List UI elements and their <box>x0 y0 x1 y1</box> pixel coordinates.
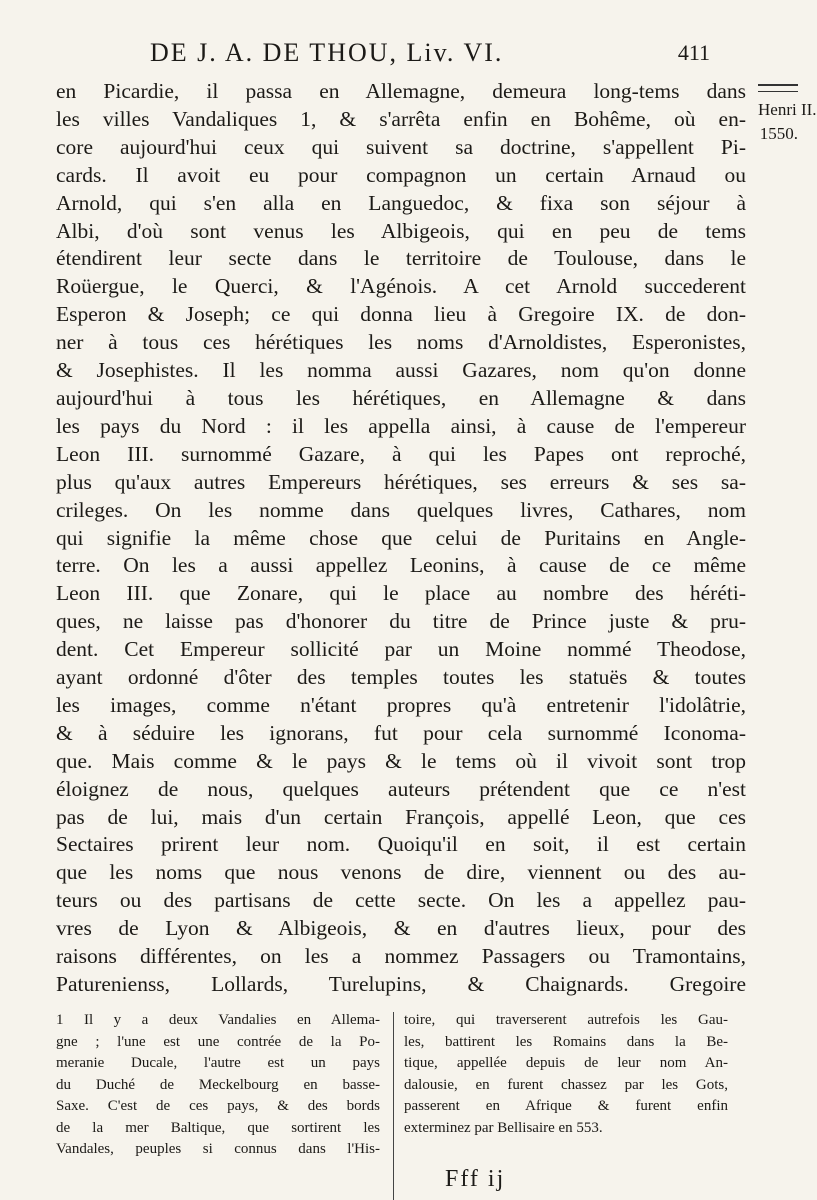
footnote-column-left <box>56 1010 380 1161</box>
text-line: & Josephistes. Il les nomma aussi Gazares, nom qu'on donne <box>56 358 746 383</box>
text-line: les pays du Nord : il les appella ainsi, à cause de l'empereur <box>56 413 746 438</box>
text-line: Sectaires prirent leur nom. Quoiqu'il en soit, il est certain <box>56 832 746 857</box>
text-line: pas de lui, mais d'un certain François, appellé Leon, que ces <box>56 804 746 829</box>
margin-note <box>758 84 817 146</box>
footnote-line: Vandales, peuples si connus dans l'His- <box>56 1141 380 1157</box>
text-line: dent. Cet Empereur sollicité par un Moine nommé Theodose, <box>56 637 746 662</box>
text-line: étendirent leur secte dans le territoire de Toulouse, dans le <box>56 246 746 271</box>
footnote-line: dalousie, en furent chassez par les Gots, <box>404 1076 728 1093</box>
footnote-line: meranie Ducale, l'autre est un pays <box>56 1055 380 1071</box>
text-line: ques, ne laisse pas d'honorer du titre de Prince juste & pru- <box>56 609 746 634</box>
footnote-column-right <box>404 1010 728 1139</box>
footnote-line: de la mer Baltique, que sortirent les <box>56 1119 380 1136</box>
text-line: crileges. On les nomme dans quelques livres, Cathares, nom <box>56 497 746 522</box>
text-line: core aujourd'hui ceux qui suivent sa doctrine, s'appellent Pi- <box>56 134 746 159</box>
footnote-line: exterminez par Bellisaire en 553. <box>404 1119 603 1136</box>
margin-king: Henri II. <box>758 100 817 119</box>
footnote-line: toire, qui traverserent autrefois les Gau- <box>404 1012 728 1028</box>
footnote-line: Saxe. C'est de ces pays, & des bords <box>56 1098 380 1114</box>
margin-ornament-rule <box>758 84 798 92</box>
text-line: plus qu'aux autres Empereurs hérétiques, ses erreurs & ses sa- <box>56 469 746 494</box>
text-line: Paturenienss, Lollards, Turelupins, & Chaignards. Gregoire <box>56 972 746 996</box>
footnote-line: gne ; l'une est une contrée de la Po- <box>56 1033 380 1050</box>
footnote-line: du Duché de Meckelbourg en basse- <box>56 1076 380 1093</box>
page-number: 411 <box>677 40 710 65</box>
text-line: Esperon & Joseph; ce qui donna lieu à Gregoire IX. de don- <box>56 302 746 327</box>
footnote-line: 1 Il y a deux Vandalies en Allema- <box>56 1012 380 1028</box>
text-line: & à séduire les ignorans, fut pour cela surnommé Iconoma- <box>56 720 746 745</box>
page-header <box>150 38 710 68</box>
margin-year: 1550. <box>759 124 798 143</box>
text-line: Arnold, qui s'en alla en Languedoc, & fixa son séjour à <box>56 190 746 215</box>
text-line: les images, comme n'étant propres qu'à entretenir l'idolâtrie, <box>56 692 746 717</box>
footnote-line: les, battirent les Romains dans la Be- <box>404 1033 728 1050</box>
text-line: cards. Il avoit eu pour compagnon un certain Arnaud ou <box>56 162 746 187</box>
text-line: Roüergue, le Querci, & l'Agénois. A cet Arnold succederent <box>56 274 746 299</box>
text-line: Albi, d'où sont venus les Albigeois, qui en peu de tems <box>56 218 746 243</box>
text-line: vres de Lyon & Albigeois, & en d'autres lieux, pour des <box>56 916 746 941</box>
body-text <box>56 78 746 999</box>
signature-mark: Fff ij <box>445 1166 506 1192</box>
footnote-line: tique, appellée depuis de leur nom An- <box>404 1055 728 1071</box>
text-line: aujourd'hui à tous les hérétiques, en Allemagne & dans <box>56 385 746 410</box>
running-head: DE J. A. DE THOU, Liv. VI. <box>150 38 504 67</box>
text-line: teurs ou des partisans de cette secte. On les a appellez pau- <box>56 888 746 913</box>
text-line: ayant ordonné d'ôter des temples toutes les statuës & toutes <box>56 665 746 690</box>
text-line: les villes Vandaliques 1, & s'arrêta enfin en Bohême, où en- <box>56 106 746 131</box>
footnote-line: passerent en Afrique & furent enfin <box>404 1098 728 1114</box>
text-line: qui signifie la même chose que celui de Puritains en Angle- <box>56 525 746 550</box>
footnote-divider <box>393 1012 394 1200</box>
text-line: terre. On les a aussi appellez Leonins, à cause de ce même <box>56 553 746 578</box>
text-line: raisons différentes, on les a nommez Passagers ou Tramontains, <box>56 944 746 969</box>
text-line: Leon III. surnommé Gazare, à qui les Papes ont reproché, <box>56 441 746 466</box>
text-line: que les noms que nous venons de dire, viennent ou des au- <box>56 860 746 885</box>
text-line: que. Mais comme & le pays & le tems où il vivoit sont trop <box>56 748 746 773</box>
text-line: ner à tous ces hérétiques les noms d'Arnoldistes, Esperonistes, <box>56 330 746 355</box>
text-line: éloignez de nous, quelques auteurs prétendent que ce n'est <box>56 776 746 801</box>
text-line: en Picardie, il passa en Allemagne, demeura long-tems dans <box>56 79 746 103</box>
text-line: Leon III. que Zonare, qui le place au nombre des héréti- <box>56 581 746 606</box>
